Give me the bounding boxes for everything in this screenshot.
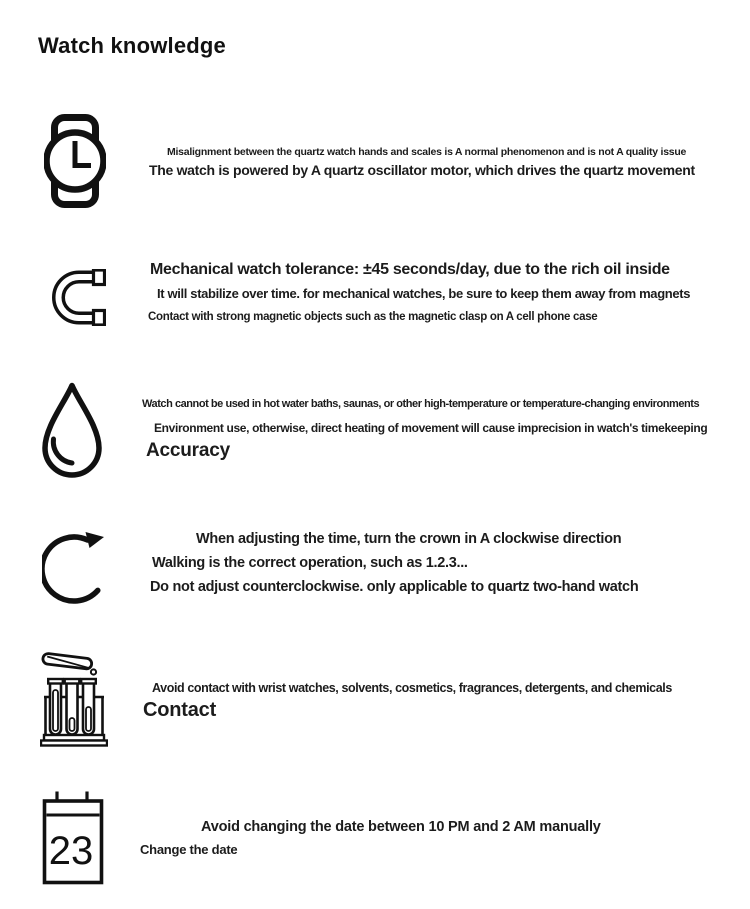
adjust-note-2: Walking is the correct operation, such as 1.2.3... [152,555,468,571]
quartz-note-main: The watch is powered by A quartz oscillator motor, which drives the quartz movement [149,162,695,178]
adjust-note-1: When adjusting the time, turn the crown in A clockwise direction [196,531,622,547]
test-tubes-icon [40,650,108,747]
magnet-note-main: Mechanical watch tolerance: ±45 seconds/day, due to the rich oil inside [150,261,670,278]
wristwatch-icon [44,114,106,208]
contact-heading: Contact [143,699,217,721]
page-title: Watch knowledge [38,33,226,58]
adjust-note-3: Do not adjust counterclockwise. only applicable to quartz two-hand watch [150,579,639,595]
date-heading: Change the date [140,842,238,857]
accuracy-note-mid: Environment use, otherwise, direct heating of movement will cause imprecision in watch's timekeeping [154,421,708,435]
clockwise-arrow-icon [42,526,108,610]
contact-note: Avoid contact with wrist watches, solvents, cosmetics, fragrances, detergents, and chemicals [152,681,672,695]
accuracy-heading: Accuracy [146,440,230,461]
magnet-icon [49,269,106,326]
water-drop-icon [41,382,103,480]
magnet-note-mid: It will stabilize over time. for mechanical watches, be sure to keep them away from magnets [157,286,691,301]
accuracy-note-small: Watch cannot be used in hot water baths, saunas, or other high-temperature or temperature-changing environments [142,398,700,410]
date-note: Avoid changing the date between 10 PM and 2 AM manually [201,819,601,835]
magnet-note-small: Contact with strong magnetic objects such as the magnetic clasp on A cell phone case [148,311,598,323]
quartz-note-small: Misalignment between the quartz watch hands and scales is A normal phenomenon and is not A quality issue [167,146,687,158]
calendar-day-number: 23 [48,829,94,873]
calendar-icon [42,790,104,885]
